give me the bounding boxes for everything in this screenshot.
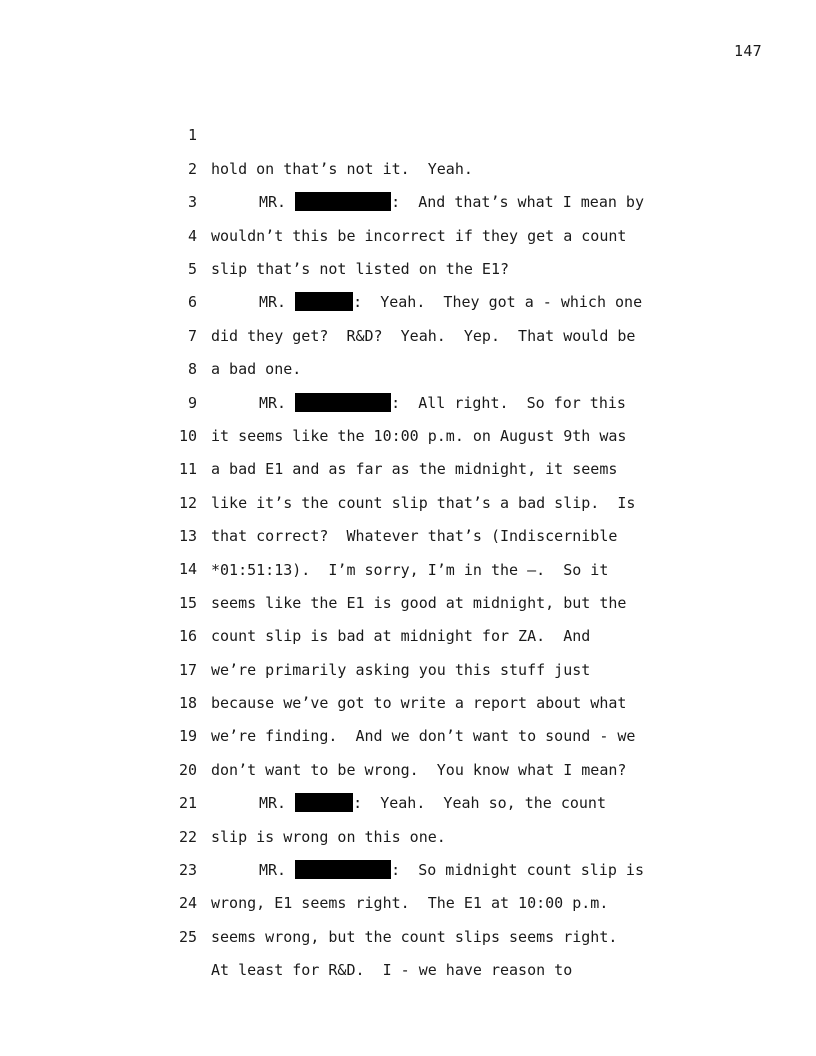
line-number: 23 (178, 861, 197, 879)
line-text: don’t want to be wrong. You know what I mean? (211, 760, 627, 779)
line-text: we’re finding. And we don’t want to sound - we (211, 727, 636, 746)
line-text: wrong, E1 seems right. The E1 at 10:00 p.m. (211, 894, 609, 913)
line-text: At least for R&D. I - we have reason to (211, 961, 573, 980)
line-number: 13 (178, 527, 197, 546)
line-number: 9 (187, 393, 197, 412)
line-number: 12 (178, 493, 197, 512)
page-number: 147 (734, 42, 762, 60)
speaker-title: MR. (259, 193, 287, 212)
line-number: 1 (187, 126, 197, 145)
line-number: 3 (187, 193, 197, 212)
line-number: 16 (178, 627, 197, 646)
line-text: because we’ve got to write a report about what (211, 694, 627, 713)
line-number: 4 (187, 226, 197, 245)
line-number: 7 (187, 326, 197, 345)
line-text: a bad one. (211, 360, 302, 379)
line-number: 11 (178, 460, 197, 479)
line-text: : All right. So for this (391, 393, 626, 412)
line-text: : Yeah. Yeah so, the count (353, 794, 606, 813)
line-number: 10 (178, 426, 197, 445)
line-number: 20 (178, 760, 197, 779)
line-text: we’re primarily asking you this stuff just (211, 660, 591, 679)
line-text: seems like the E1 is good at midnight, but the (211, 593, 627, 612)
line-text: wouldn’t this be incorrect if they get a count (211, 226, 627, 245)
line-number: 25 (178, 927, 197, 946)
line-number: 2 (187, 159, 197, 178)
line-text: that correct? Whatever that’s (Indiscernible (211, 527, 618, 546)
line-text: *01:51:13). I’m sorry, I’m in the –. So it (211, 560, 609, 579)
line-number: 6 (187, 293, 197, 312)
line-number: 22 (178, 827, 197, 846)
speaker-title: MR. (259, 861, 287, 880)
line-number: 19 (178, 727, 197, 746)
transcript-line (0, 86, 816, 178)
line-number: 14 (178, 560, 197, 579)
line-number: 24 (178, 894, 197, 913)
line-text: : And that’s what I mean by (391, 193, 644, 212)
line-text: count slip is bad at midnight for ZA. And (211, 627, 591, 646)
line-text: : So midnight count slip is (391, 861, 644, 880)
line-text: like it’s the count slip that’s a bad slip. Is (211, 493, 636, 512)
line-text: seems wrong, but the count slips seems right. (211, 927, 618, 946)
line-number: 17 (178, 660, 197, 679)
line-number: 21 (178, 794, 197, 813)
speaker-title: MR. (259, 293, 287, 312)
line-text: slip that’s not listed on the E1? (211, 259, 510, 278)
line-number: 18 (178, 694, 197, 713)
speaker-title: MR. (259, 393, 287, 412)
line-text: did they get? R&D? Yeah. Yep. That would be (211, 326, 636, 345)
line-text: : Yeah. They got a - which one (353, 293, 643, 312)
line-text: it seems like the 10:00 p.m. on August 9th was (211, 426, 627, 445)
line-number: 15 (178, 593, 197, 612)
line-text: hold on that’s not it. Yeah. (211, 159, 473, 178)
line-text: slip is wrong on this one. (211, 827, 446, 846)
transcript-body (0, 86, 816, 980)
speaker-title: MR. (259, 794, 287, 813)
line-number: 8 (187, 360, 197, 379)
line-text: a bad E1 and as far as the midnight, it seems (211, 460, 618, 479)
line-number: 5 (187, 259, 197, 278)
